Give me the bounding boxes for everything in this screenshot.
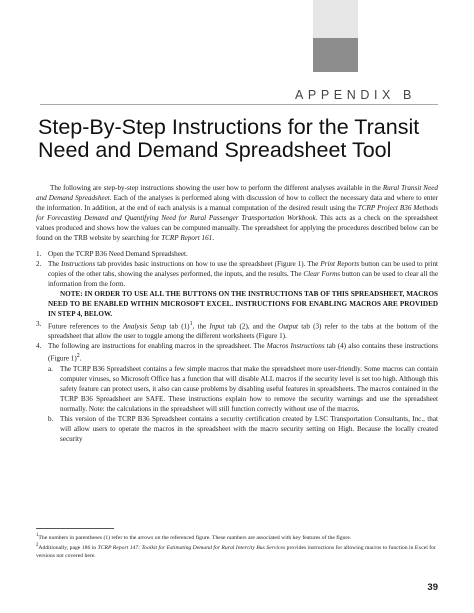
header-tab-light (313, 0, 358, 38)
step-2: 2. The Instructions tab provides basic instructions on how to use the spreadsheet (Figure 1). The Print Reports button can be used to print copies of the other tabs, showing the analyses performed, the inputs, and the results. The Clear Forms button can be used to clear all the information from the form. (36, 260, 438, 288)
appendix-label: APPENDIX B (294, 88, 416, 102)
footnote-rule (36, 528, 114, 529)
header-rule (40, 104, 438, 105)
page-number: 39 (427, 582, 438, 593)
step-4a: a. The TCRP B36 Spreadsheet contains a few simple macros that make the spreadsheet more user-friendly. Some macros can contain computer viruses, so Microsoft Office has a function that will disable ALL macros if the security level is set too high. Although this safety feature can protect users, it also can cause problems by disabling useful features in spreadsheets. The macros contained in the TCRP B36 Spreadsheet are SAFE. These instructions explain how to remove the security warnings and use the spreadsheet normally. Note: the calculations in the spreadsheet will still function correctly without use of the macros. (48, 364, 438, 413)
header-tab-box (313, 38, 358, 72)
step-3: 3. Future references to the Analysis Setup tab $(1)^1$, the Input tab (2), and the Output tab (3) refer to the tabs at the bottom of the spreadsheet that allow the user to toggle among the different worksheets (Figure 1). (36, 320, 438, 341)
step-4b: b. This version of the TCRP B36 Spreadsheet contains a security certification created by LSC Transportation Consultants, Inc., that will allow users to operate the macros in the spreadsheet with the macro security setting on High. Because the locally created security (48, 414, 438, 443)
page-title: Step-By-Step Instructions for the Transit Need and Demand Spreadsheet Tool (38, 115, 420, 162)
footnote-1: $^1$The numbers in parentheses (1) refer to the arrows on the referenced figure. These numbers are associated with key features of the figure. (36, 533, 352, 541)
footnote-2: $^2$Additionally, page 186 in TCRP Report 147: Toolkit for Estimating Demand for Rural Intercity Bus Services provides instructions for allowing macros to function in Excel for versions not covered here. (36, 543, 436, 559)
step-4: 4. The following are instructions for enabling macros in the spreadsheet. The Macros Instructions tab (4) also contains these instructions (Figure 1)$^2$. (36, 342, 439, 363)
footnote-ref-1[interactable]: 1 (189, 321, 193, 327)
macro-note: NOTE: IN ORDER TO USE ALL THE BUTTONS ON THE INSTRUCTIONS TAB OF THIS SPREADSHEET, MACROS NEED TO BE ENABLED WITHIN MICROSOFT EXCEL. INSTRUCTIONS FOR ENABLING MACROS ARE PROVIDED IN STEP 4, BELOW. (48, 290, 438, 318)
step-1: 1. Open the TCRP B36 Need Demand Spreadsheet. (36, 250, 188, 258)
footnote-ref-2[interactable]: 2 (76, 353, 80, 360)
intro-paragraph: The following are step-by-step instructions showing the user how to perform the different analyses available in the Rural Transit Need and Demand Spreadsheet. Each of the analyses is performed along with discussion of how to collect the necessary data and where to enter the information. In addition, at the end of each analysis is a manual computation of the desired result using the TCRP Project B36 Methods for Forecasting Demand and Quantifying Need for Rural Passenger Transportation Workbook. This acts as a check on the spreadsheet values produced and shows how the values can be computed manually. The spreadsheet for applying the procedures described below can be found on the TRB website by searching for TCRP Report 161. (36, 184, 439, 242)
footnotes (36, 532, 438, 560)
body-text (36, 183, 438, 444)
